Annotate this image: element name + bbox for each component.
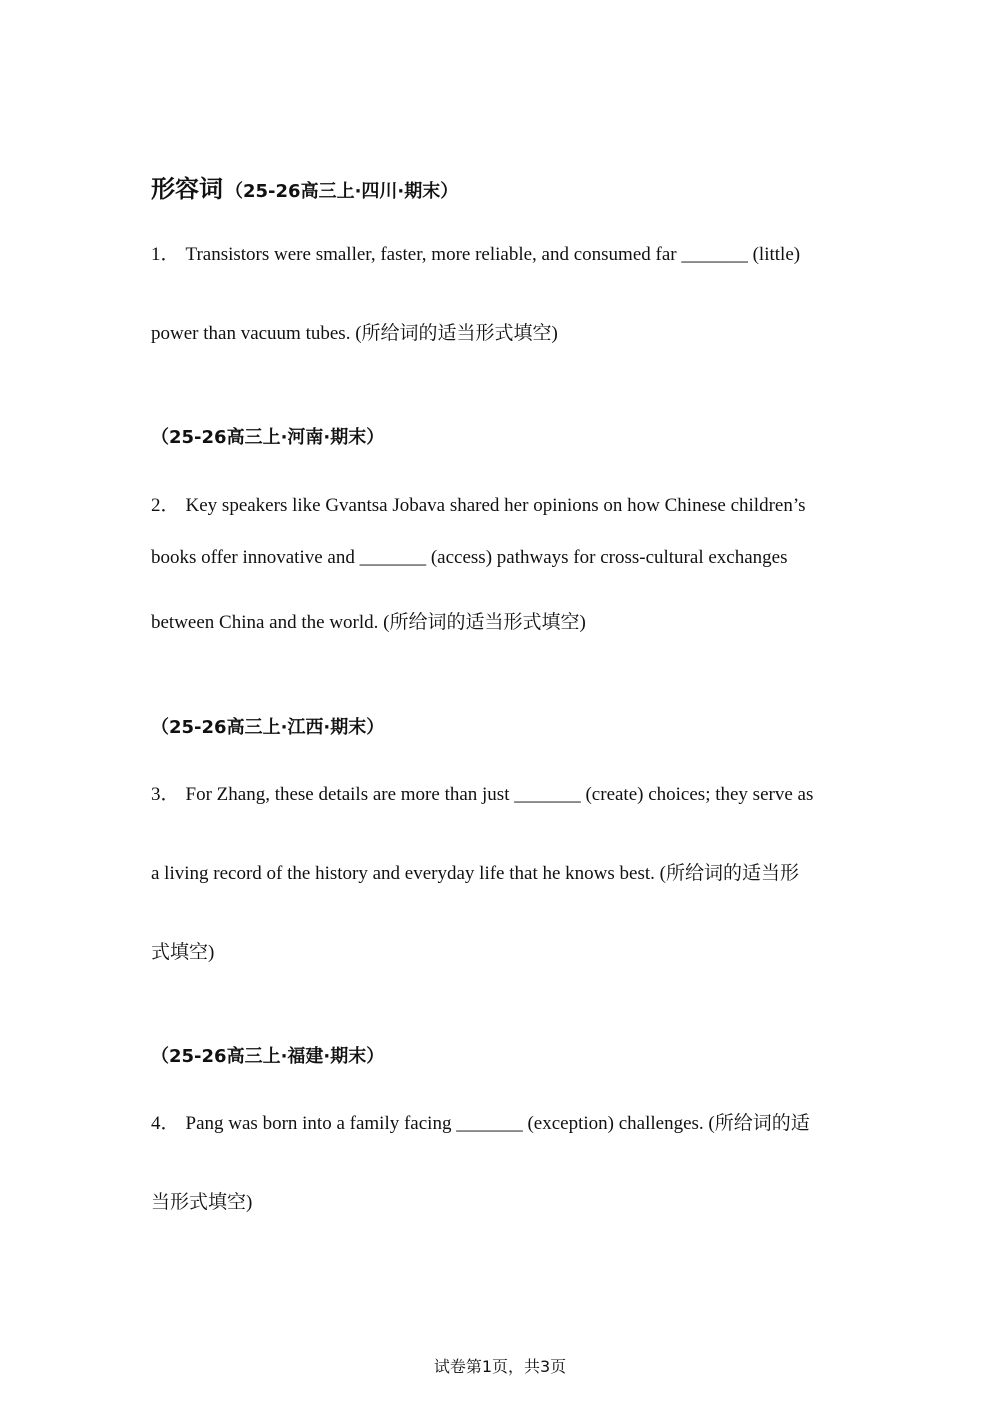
question-3-line-3 [151, 941, 214, 965]
question-4-text-2: 当形式填空) [151, 1192, 253, 1213]
question-3-source: （25-26高三上·江西·期末） [151, 717, 385, 738]
question-2-line-2 [151, 546, 787, 570]
question-3-line-1 [151, 783, 813, 807]
question-3-text-2: a living record of the history and everyday life that he knows best. (所给词的适当形 [151, 863, 799, 884]
question-3-text-1: For Zhang, these details are more than just _______ (create) choices; they serve as [185, 784, 814, 805]
question-2-line-3 [151, 611, 586, 635]
question-3-line-2 [151, 862, 799, 886]
question-1-line-1 [151, 243, 800, 267]
question-4-line-1 [151, 1112, 810, 1136]
section-title: 形容词 [151, 175, 223, 203]
question-2-number: 2． [151, 495, 180, 516]
question-2-text-1: Key speakers like Gvantsa Jobava shared her opinions on how Chinese children’s [185, 495, 806, 516]
question-2-line-1 [151, 494, 806, 518]
question-1-text-2: power than vacuum tubes. (所给词的适当形式填空) [151, 323, 558, 344]
question-2-source: （25-26高三上·河南·期末） [151, 427, 385, 448]
question-1-text-1: Transistors were smaller, faster, more reliable, and consumed far _______ (little) [185, 244, 801, 265]
question-2-text-3: between China and the world. (所给词的适当形式填空) [151, 612, 586, 633]
question-4-line-2 [151, 1191, 252, 1215]
question-1-line-2 [151, 322, 558, 346]
page-footer: 试卷第1页，共3页 [433, 1357, 567, 1376]
question-4-source: （25-26高三上·福建·期末） [151, 1046, 385, 1067]
question-1-number: 1． [151, 244, 180, 265]
question-4-text-1: Pang was born into a family facing _______ (exception) challenges. (所给词的适 [185, 1113, 810, 1134]
section-heading [151, 169, 458, 204]
section-source: （25-26高三上·四川·期末） [225, 181, 459, 202]
question-4-number: 4． [151, 1113, 180, 1134]
question-3-number: 3． [151, 784, 180, 805]
question-2-text-2: books offer innovative and _______ (access) pathways for cross-cultural exchanges [151, 547, 788, 568]
question-3-text-3: 式填空) [151, 942, 215, 963]
